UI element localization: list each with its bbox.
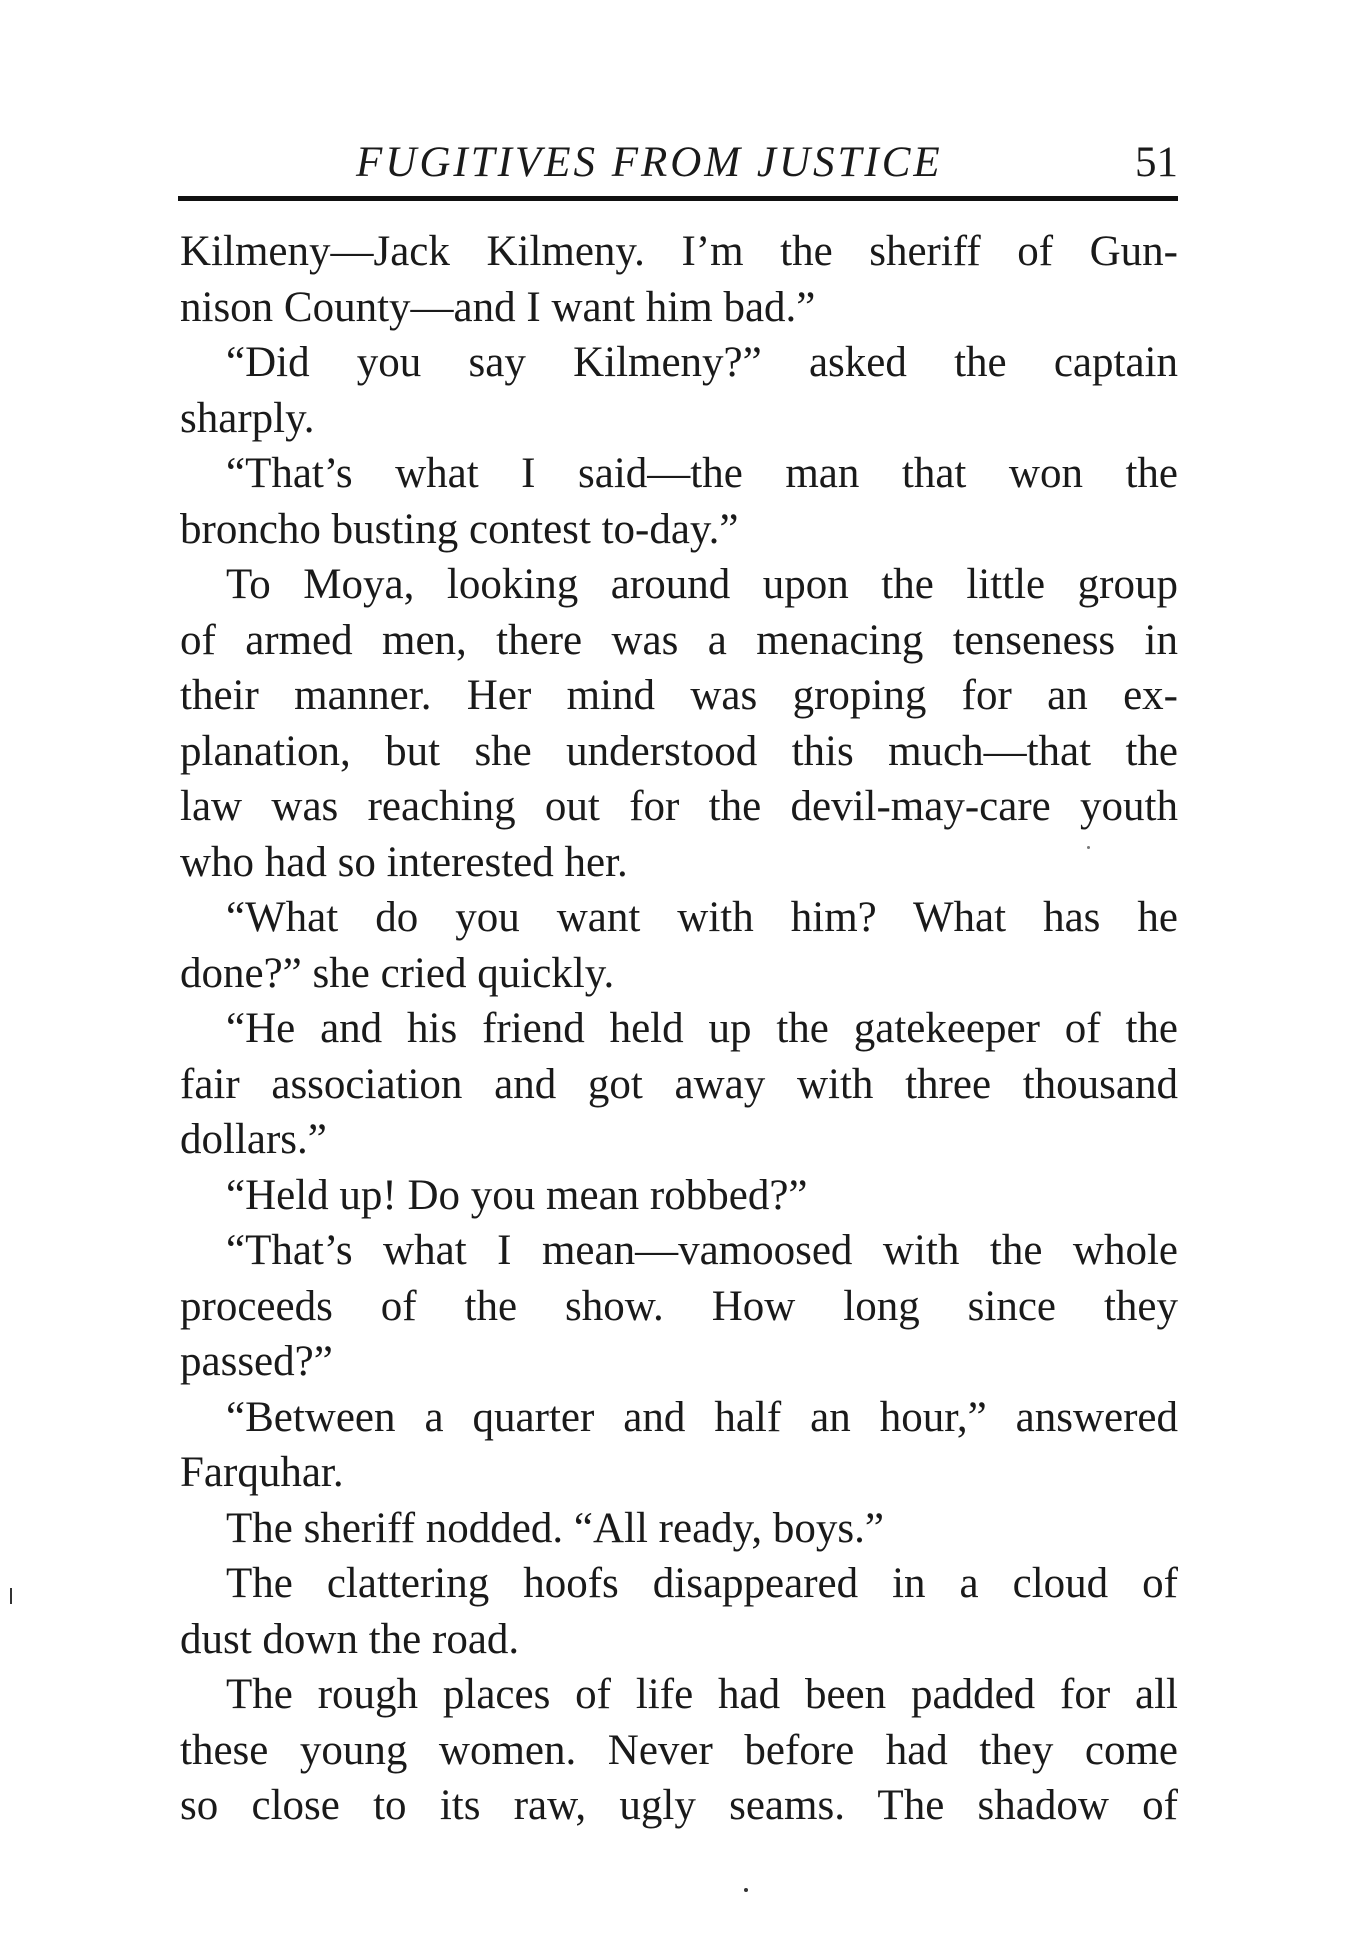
text-line: “Held up! Do you mean robbed?” [226,1171,808,1219]
text-line: “He and his friend held up the gatekeeper of the [226,1005,1178,1052]
text-line: “What do you want with him? What has he [226,894,1178,941]
print-speck [744,1888,748,1892]
page-number: 51 [1135,139,1178,186]
body-text [180,224,1178,1834]
margin-mark [10,1588,12,1604]
text-line: To Moya, looking around upon the little group [226,561,1178,608]
text-line: proceeds of the show. How long since they [180,1282,1178,1330]
text-line: “That’s what I mean—vamoosed with the whole [226,1227,1178,1274]
text-line: fair association and got away with three thousand [180,1060,1178,1108]
text-line: The rough places of life had been padded for all [226,1671,1178,1718]
text-line: dollars.” [180,1116,327,1163]
header-rule [178,196,1178,201]
text-line: so close to its raw, ugly seams. The shadow of [180,1782,1178,1829]
text-line: “That’s what I said—the man that won the [226,450,1178,497]
text-line: “Between a quarter and half an hour,” answered [226,1393,1178,1441]
text-line: sharply. [180,394,315,442]
text-line: of armed men, there was a menacing tenseness in [180,616,1178,664]
text-line: broncho busting contest to-day.” [180,505,739,553]
text-line: The clattering hoofs disappeared in a cloud of [226,1560,1178,1607]
text-line: their manner. Her mind was groping for an ex- [180,672,1178,719]
text-line: who had so interested her. [180,838,628,886]
text-line: these young women. Never before had they come [180,1726,1178,1774]
text-line: passed?” [180,1338,333,1385]
running-title: FUGITIVES FROM JUSTICE [356,139,943,186]
text-line: Farquhar. [180,1449,344,1496]
text-line: “Did you say Kilmeny?” asked the captain [226,339,1178,386]
print-speck [1087,846,1090,849]
text-line: dust down the road. [180,1615,520,1663]
text-line: done?” she cried quickly. [180,949,615,997]
text-line: The sheriff nodded. “All ready, boys.” [226,1504,884,1552]
text-line: planation, but she understood this much—that the [180,727,1178,775]
running-head [0,138,1178,198]
text-line: Kilmeny—Jack Kilmeny. I’m the sheriff of Gun- [180,228,1178,275]
text-line: nison County—and I want him bad.” [180,283,816,331]
text-line: law was reaching out for the devil-may-care youth [180,783,1178,830]
